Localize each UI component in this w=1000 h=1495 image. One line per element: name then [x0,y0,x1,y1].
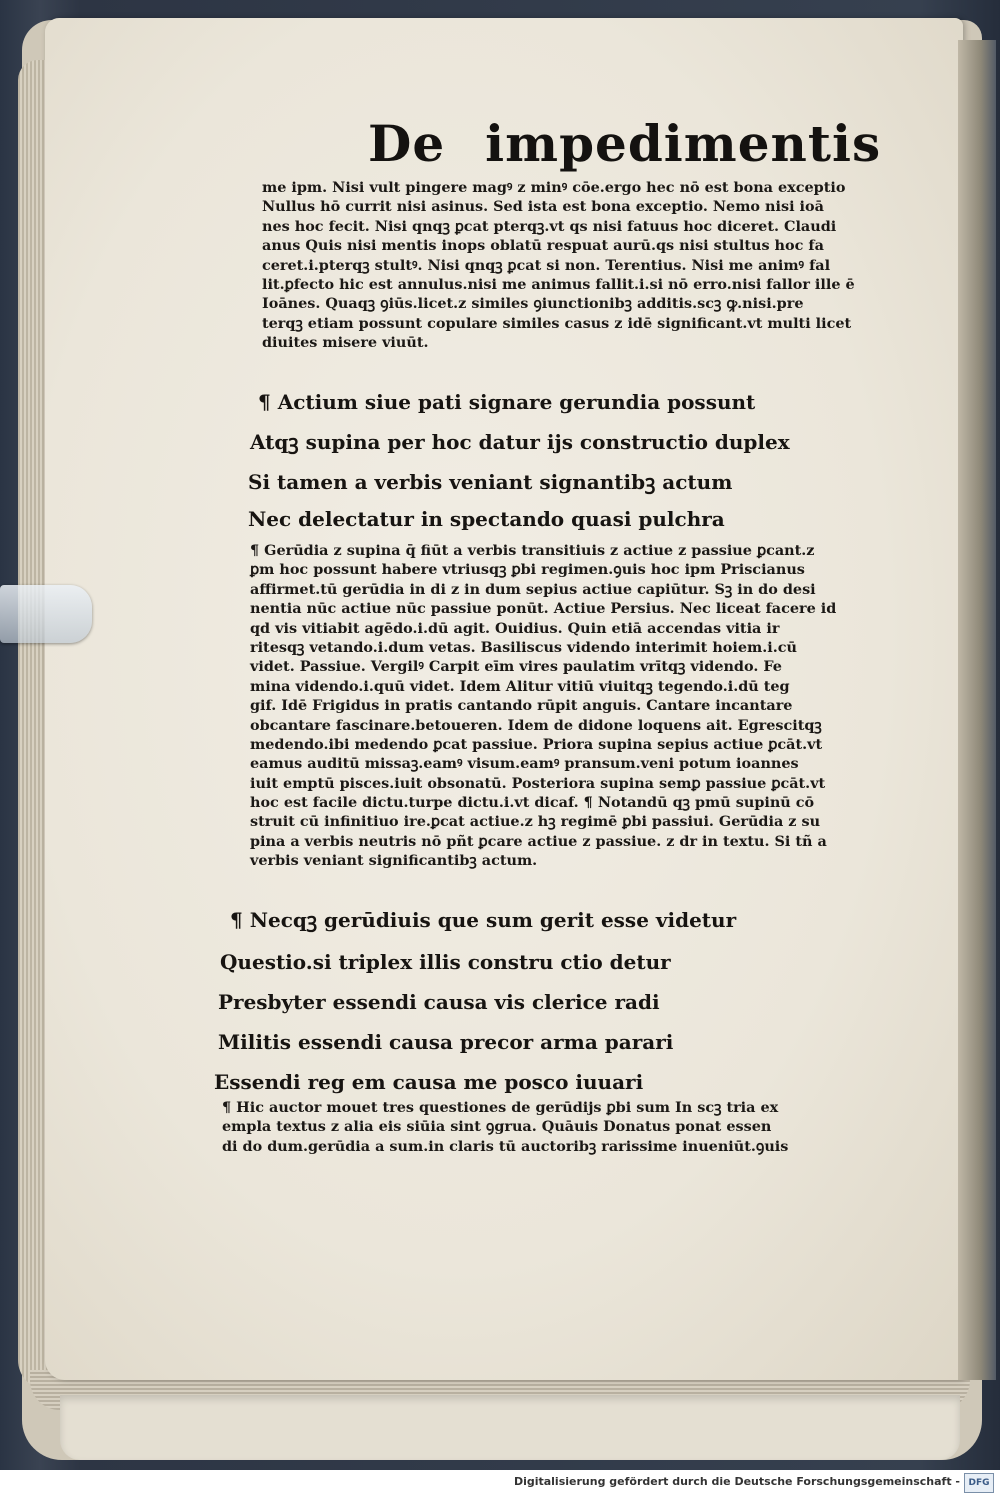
verse-line: Presbyter essendi causa vis clerice radi [218,990,660,1014]
page-clip [0,585,92,643]
text-line: eamus auditū missaꝫ.eamꝰ visum.eamꝰ pransum.veni potum ioannes [250,755,799,773]
text-line: obcantare fascinare.betoueren. Idem de didone loquens ait. Egrescitqꝫ [250,716,822,734]
text-line: empla textus z alia eis siūia sint ꝯgrua. Quāuis Donatus ponat essen [222,1118,772,1136]
paragraph-1 [262,178,855,353]
verse-line: Atqꝫ supina per hoc datur ijs constructio duplex [250,430,790,454]
text-line: anus Quis nisi mentis inops oblatū respuat aurū.qs nisi stultus hoc fa [262,237,824,255]
verse-line: Si tamen a verbis veniant signantibꝫ actum [248,470,733,494]
book-gutter [958,40,996,1380]
text-line: ritesqꝫ vetando.i.dum vetas. Basiliscus videndo interimit hoiem.i.cū [250,638,797,656]
text-line: nes hoc fecit. Nisi qnqꝫ ꝑcat pterqꝫ.vt qs nisi fatuus hoc diceret. Claudi [262,217,837,235]
text-line: di do dum.gerūdia a sum.in claris tū auctoribꝫ rarissime inueniūt.ꝯuis [222,1137,789,1155]
verse-line: Militis essendi causa precor arma parari [218,1030,674,1054]
text-line: diuites misere viuūt. [262,334,429,352]
footer-bar [0,1470,1000,1495]
text-line: nentia nūc actiue nūc passiue ponūt. Actiue Persius. Nec liceat facere id [250,600,837,618]
title-word-2: impedimentis [485,114,882,173]
text-line: videt. Passiue. Vergilꝰ Carpit eīm vires paulatim vrītqꝫ videndo. Fe [250,658,782,676]
text-line: mina videndo.i.quū videt. Idem Alitur vitiū viuitqꝫ tegendo.i.dū teg [250,677,790,695]
text-line: medendo.ibi medendo ꝑcat passiue. Priora supina sepius actiue ꝑcāt.vt [250,735,823,753]
verse-line: Nec delectatur in spectando quasi pulchra [248,507,725,531]
text-line: iuit emptū pisces.iuit obsonatū. Posteriora supina semꝑ passiue ꝑcāt.vt [250,774,826,792]
paragraph-2 [250,541,836,871]
text-line: me ipm. Nisi vult pingere magꝰ z minꝰ cōe.ergo hec nō est bona exceptio [262,179,846,196]
text-line: Nullus hō currit nisi asinus. Sed ista est bona exceptio. Nemo nisi ioā [262,198,824,216]
book-board [60,1395,960,1460]
text-line: qd vis vitiabit agēdo.i.dū agit. Ouidius. Quin etiā accendas vitia ir [250,619,780,637]
footer-credit: Digitalisierung gefördert durch die Deutsche Forschungsgemeinschaft - [513,1475,960,1488]
paragraph-3 [222,1098,788,1156]
text-line: Ioānes. Quaqꝫ ꝯiūs.licet.z similes ꝯiunctionibꝫ additis.scꝫ ꝙ.nisi.pre [262,295,804,313]
text-line: ¶ Hic auctor mouet tres questiones de gerūdijs ꝑbi sum In scꝫ tria ex [222,1099,779,1116]
text-line: ꝑm hoc possunt habere vtriusqꝫ ꝑbi regimen.ꝯuis hoc ipm Priscianus [250,561,805,579]
text-line: struit cū infinitiuo ire.ꝑcat actiue.z hꝫ regimē ꝑbi passiui. Gerūdia z su [250,813,821,831]
title-word-1: De [368,114,446,173]
text-line: ceret.i.pterqꝫ stultꝰ. Nisi qnqꝫ ꝑcat si non. Terentius. Nisi me animꝰ fal [262,256,831,274]
page-title [368,114,881,173]
text-line: lit.ꝑfecto hic est annulus.nisi me animus fallit.i.si nō erro.nisi fallor ille ē [262,275,855,293]
text-line: pina a verbis neutris nō pñt ꝑcare actiue z passiue. z dr in textu. Si tñ a [250,832,827,850]
verse-line: ¶ Actium siue pati signare gerundia possunt [258,390,756,414]
verse-line: Essendi reg em causa me posco iuuari [214,1070,644,1094]
text-line: terqꝫ etiam possunt copulare similes casus z idē significant.vt multi licet [262,314,852,332]
verse-line: ¶ Necqꝫ gerūdiuis que sum gerit esse videtur [230,908,737,932]
text-line: ¶ Gerūdia z supina q̄ fiūt a verbis transitiuis z actiue z passiue ꝑcant.z [250,542,815,559]
text-line: affirmet.tū gerūdia in di z in dum sepius actiue capiūtur. Sꝫ in do desi [250,580,816,598]
text-line: hoc est facile dictu.turpe dictu.i.vt dicaf. ¶ Notandū qꝫ pmū supinū cō [250,794,815,812]
dfg-logo-icon: DFG [964,1473,994,1493]
verse-line: Questio.si triplex illis constru ctio detur [220,950,671,974]
text-line: gif. Idē Frigidus in pratis cantando rūpit anguis. Cantare incantare [250,697,793,715]
text-line: verbis veniant significantibꝫ actum. [250,852,538,870]
